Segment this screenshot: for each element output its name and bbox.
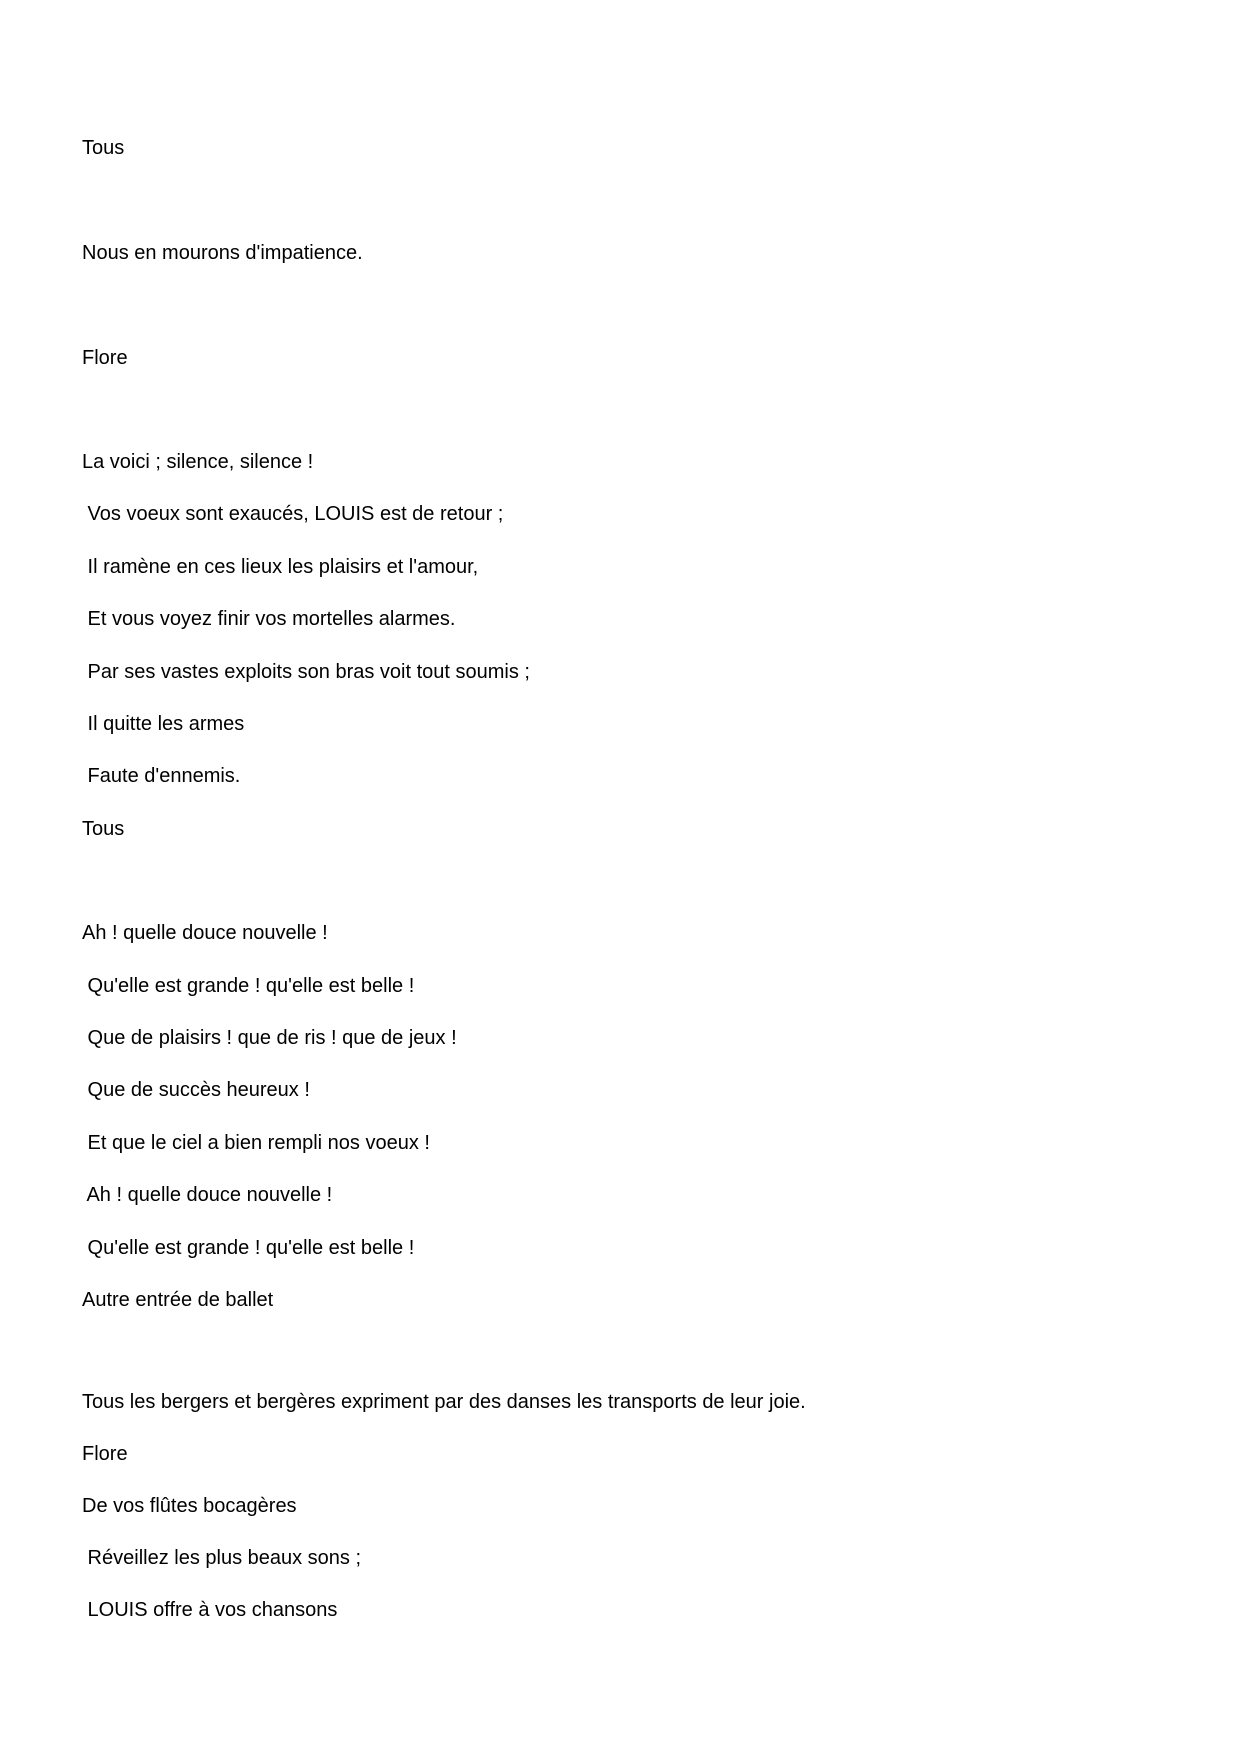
verse-line: Ah ! quelle douce nouvelle ! <box>82 922 328 944</box>
speaker-label: Tous <box>82 137 125 159</box>
verse-line: Nous en mourons d'impatience. <box>82 242 363 264</box>
section-heading: Autre entrée de ballet <box>82 1289 274 1311</box>
speaker-label: Tous <box>82 818 125 840</box>
verse-line: Et vous voyez finir vos mortelles alarmes. <box>82 608 456 630</box>
verse-line: Qu'elle est grande ! qu'elle est belle ! <box>82 975 415 997</box>
verse-line: De vos flûtes bocagères <box>82 1495 297 1517</box>
verse-line: Il quitte les armes <box>82 713 245 735</box>
verse-line: Ah ! quelle douce nouvelle ! <box>82 1184 333 1206</box>
stage-direction: Tous les bergers et bergères expriment par des danses les transports de leur joie. <box>82 1391 806 1413</box>
verse-line: Réveillez les plus beaux sons ; <box>82 1547 362 1569</box>
speaker-label: Flore <box>82 1443 128 1465</box>
verse-line: Que de succès heureux ! <box>82 1079 310 1101</box>
verse-line: Que de plaisirs ! que de ris ! que de jeux ! <box>82 1027 457 1049</box>
verse-line: Il ramène en ces lieux les plaisirs et l'amour, <box>82 556 479 578</box>
verse-line: Faute d'ennemis. <box>82 765 241 787</box>
verse-line: Vos voeux sont exaucés, LOUIS est de retour ; <box>82 503 504 525</box>
verse-line: Par ses vastes exploits son bras voit tout soumis ; <box>82 661 530 683</box>
verse-line: La voici ; silence, silence ! <box>82 451 314 473</box>
verse-line: LOUIS offre à vos chansons <box>82 1599 338 1621</box>
verse-line: Qu'elle est grande ! qu'elle est belle ! <box>82 1237 415 1259</box>
speaker-label: Flore <box>82 347 128 369</box>
verse-line: Et que le ciel a bien rempli nos voeux ! <box>82 1132 430 1154</box>
